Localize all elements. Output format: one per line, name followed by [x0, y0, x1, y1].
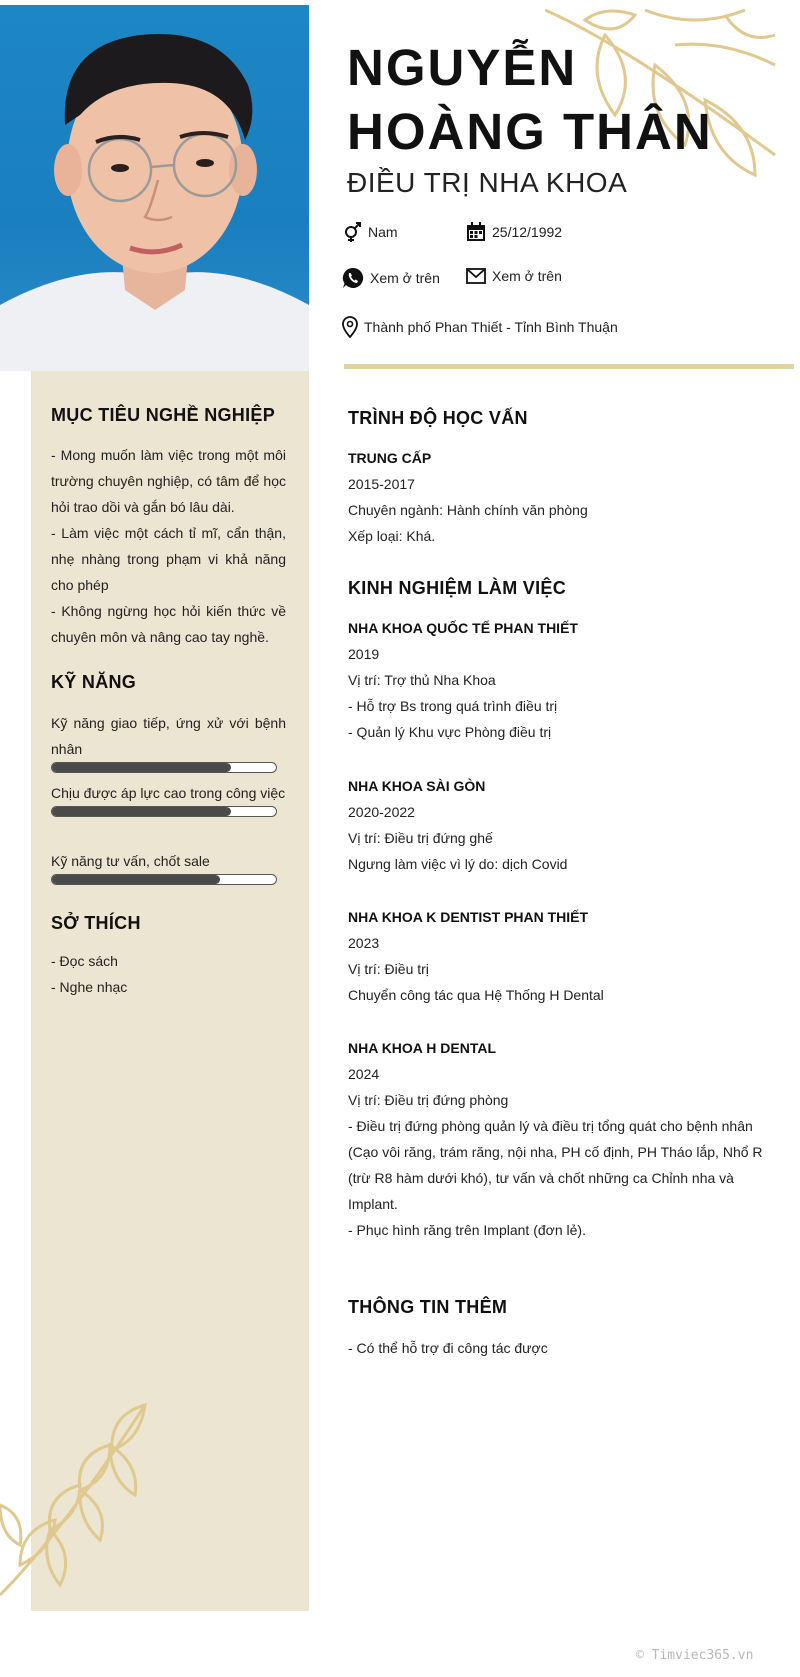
- candidate-name: [347, 36, 713, 164]
- email-value: Xem ở trên: [492, 268, 562, 284]
- job-year: 2019: [348, 646, 380, 662]
- education-major: Chuyên ngành: Hành chính văn phòng: [348, 502, 588, 518]
- education-block: [348, 445, 768, 549]
- skill-label: Kỹ năng tư vấn, chốt sale: [51, 853, 210, 869]
- skills-title: KỸ NĂNG: [51, 672, 137, 692]
- objective-title: MỤC TIÊU NGHỀ NGHIỆP: [51, 405, 276, 425]
- education-title: TRÌNH ĐỘ HỌC VẤN: [348, 408, 528, 428]
- envelope-icon: [466, 268, 486, 284]
- experience-job: [348, 615, 768, 745]
- hobby-item: - Đọc sách: [51, 953, 118, 969]
- job-line: - Hỗ trợ Bs trong quá trình điều trị: [348, 698, 558, 714]
- experience-job: [348, 773, 768, 877]
- job-year: 2023: [348, 935, 380, 951]
- location-pin-icon: [342, 316, 358, 338]
- skill-bar-fill: [52, 763, 231, 772]
- job-line: - Điều trị đứng phòng quản lý và điều trị tổng quát cho bệnh nhân (Cạo vôi răng, trám răng, nội nha, PH cố định, PH Tháo lắp, Nhổ R (trừ R8 hàm dưới khó), tư vấn và chốt những ca Chỉnh nha và Implant.: [348, 1118, 763, 1212]
- experience-title: KINH NGHIỆM LÀM VIỆC: [348, 578, 567, 598]
- skill-item: [51, 780, 286, 817]
- job-org: NHA KHOA K DENTIST PHAN THIẾT: [348, 909, 589, 925]
- birthday-info: [466, 222, 562, 242]
- address-value: Thành phố Phan Thiết - Tỉnh Bình Thuận: [364, 319, 618, 335]
- gender-value: Nam: [368, 224, 398, 240]
- job-line: - Phục hình răng trên Implant (đơn lẻ).: [348, 1222, 586, 1238]
- skill-item: [51, 848, 286, 885]
- hobbies-list: [51, 948, 286, 1000]
- job-year: 2020-2022: [348, 804, 415, 820]
- watermark: © Timviec365.vn: [636, 1648, 754, 1663]
- gender-icon: [342, 222, 362, 242]
- gender-info: [342, 222, 398, 242]
- experience-job: [348, 1035, 768, 1243]
- objective-line: - Không ngừng học hỏi kiến thức về chuyên môn và nâng cao tay nghề.: [51, 603, 286, 645]
- additional-text: - Có thể hỗ trợ đi công tác được: [348, 1340, 548, 1356]
- education-school: TRUNG CẤP: [348, 450, 432, 466]
- job-line: Vị trí: Điều trị: [348, 961, 429, 977]
- job-year: 2024: [348, 1066, 380, 1082]
- experience-job: [348, 904, 768, 1008]
- job-org: NHA KHOA QUỐC TẾ PHAN THIẾT: [348, 620, 578, 636]
- name-line-1: NGUYỄN: [347, 39, 578, 96]
- profile-photo: [0, 5, 309, 371]
- objective-line: - Làm việc một cách tỉ mĩ, cẩn thận, nhẹ nhàng trong phạm vi khả năng cho phép: [51, 525, 286, 593]
- education-period: 2015-2017: [348, 476, 415, 492]
- education-grade: Xếp loại: Khá.: [348, 528, 436, 544]
- hobby-item: - Nghe nhạc: [51, 979, 128, 995]
- objective-text: [51, 442, 286, 650]
- whatsapp-phone-icon: [342, 267, 364, 289]
- skill-bar: [51, 806, 277, 817]
- job-line: Vị trí: Trợ thủ Nha Khoa: [348, 672, 496, 688]
- skill-bar-fill: [52, 875, 220, 884]
- birthday-value: 25/12/1992: [492, 224, 563, 240]
- name-line-2: HOÀNG THÂN: [347, 103, 713, 160]
- job-line: Vị trí: Điều trị đứng ghế: [348, 830, 493, 846]
- job-org: NHA KHOA SÀI GÒN: [348, 778, 486, 794]
- address-info: [342, 316, 618, 338]
- skill-label: Chịu được áp lực cao trong công việc: [51, 785, 286, 801]
- objective-line: - Mong muốn làm việc trong một môi trường chuyên nghiệp, có tâm để học hỏi trao dồi và gắn bó lâu dài.: [51, 447, 286, 515]
- job-org: NHA KHOA H DENTAL: [348, 1040, 497, 1056]
- skill-bar: [51, 762, 277, 773]
- calendar-icon: [466, 222, 486, 242]
- skill-bar-fill: [52, 807, 231, 816]
- hobbies-title: SỞ THÍCH: [51, 913, 141, 933]
- header-divider: [344, 364, 794, 369]
- phone-value: Xem ở trên: [370, 270, 440, 286]
- job-line: Chuyển công tác qua Hệ Thống H Dental: [348, 987, 604, 1003]
- phone-info: [342, 267, 440, 289]
- job-line: Vị trí: Điều trị đứng phòng: [348, 1092, 509, 1108]
- job-title: ĐIỀU TRỊ NHA KHOA: [347, 167, 628, 198]
- email-info: [466, 268, 562, 284]
- skill-bar: [51, 874, 277, 885]
- additional-title: THÔNG TIN THÊM: [348, 1297, 508, 1317]
- skill-label: Kỹ năng giao tiếp, ứng xử với bệnh nhân: [51, 715, 286, 757]
- job-line: - Quản lý Khu vực Phòng điều trị: [348, 724, 552, 740]
- skill-item: [51, 710, 286, 773]
- leaf-decoration-bottom: [0, 1395, 150, 1610]
- job-line: Ngưng làm việc vì lý do: dịch Covid: [348, 856, 568, 872]
